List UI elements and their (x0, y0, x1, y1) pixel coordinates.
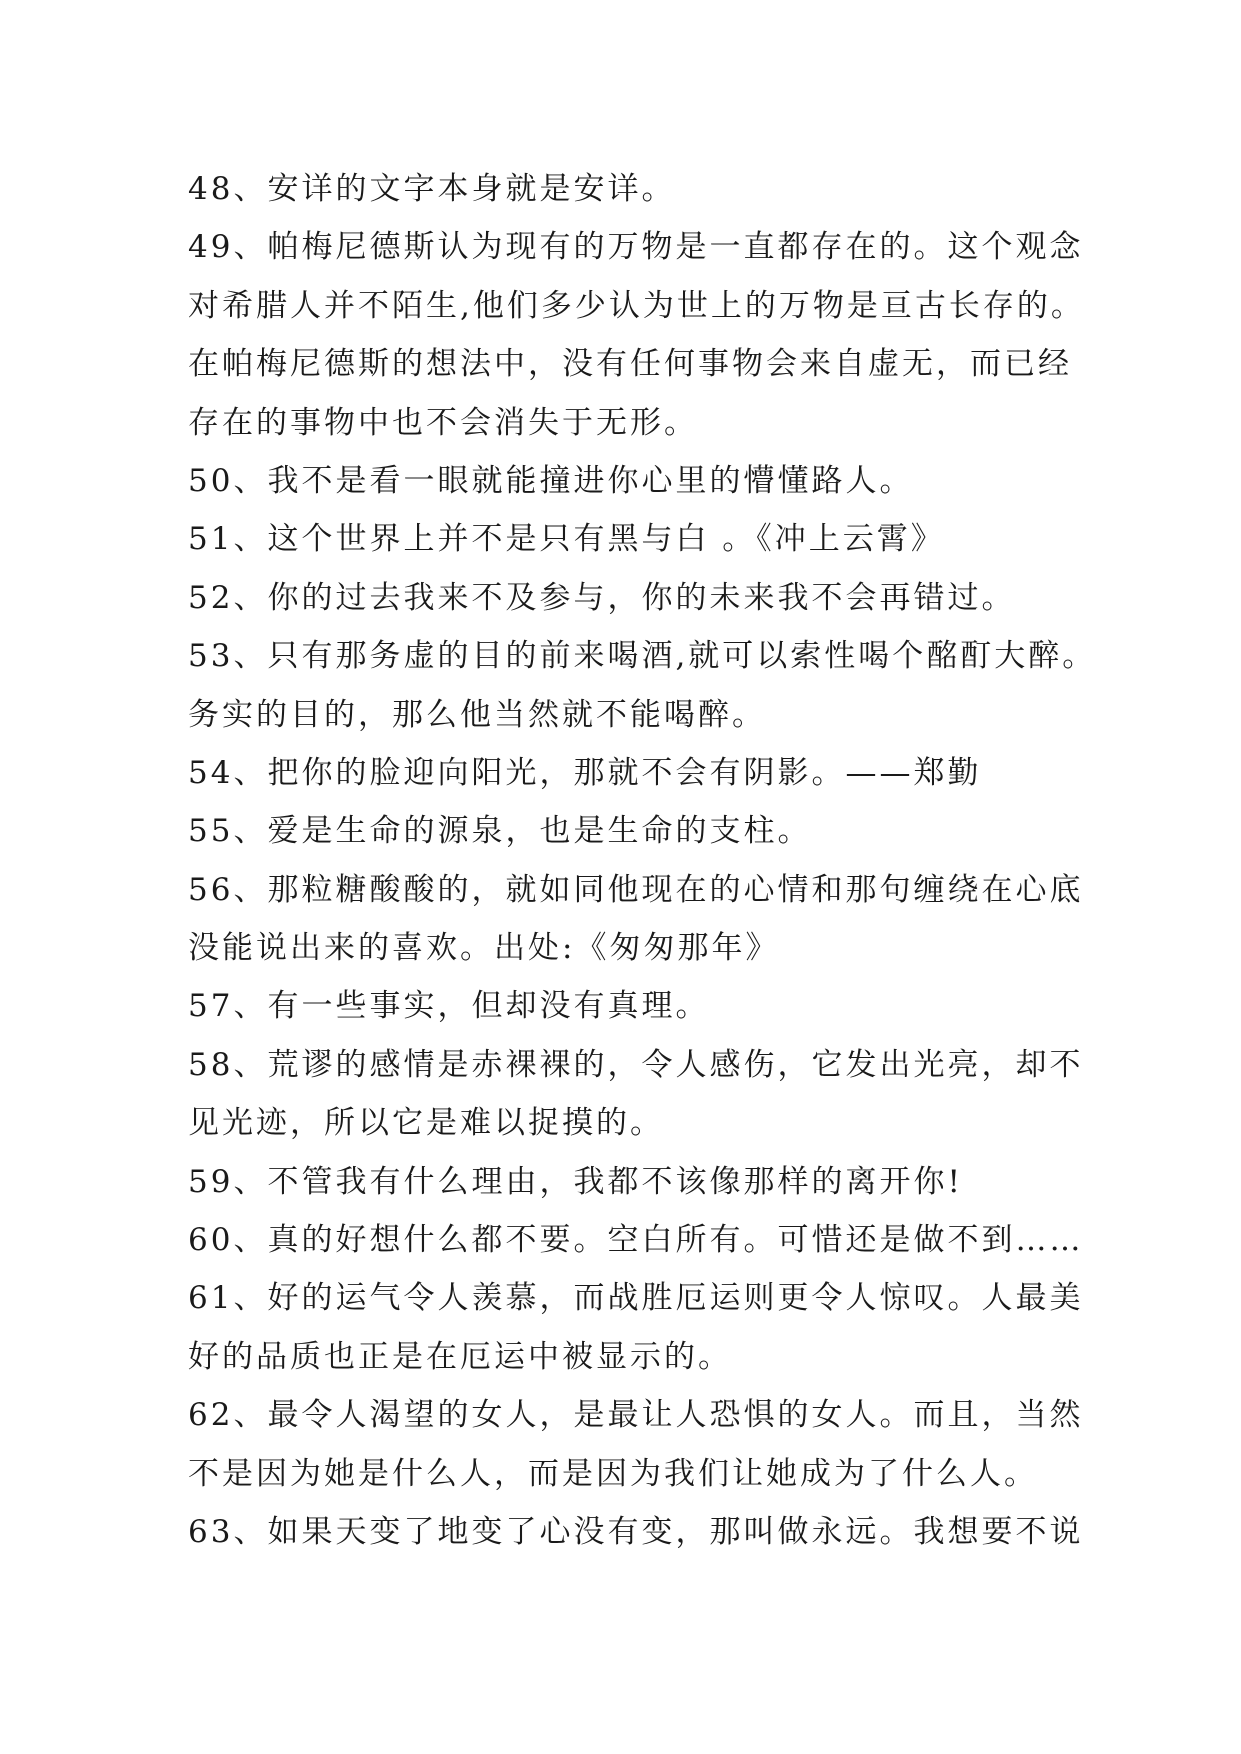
text-line: 56、那粒糖酸酸的，就如同他现在的心情和那句缠绕在心底 (188, 871, 1084, 908)
text-line: 不是因为她是什么人，而是因为我们让她成为了什么人。 (188, 1455, 1038, 1492)
text-line: 49、帕梅尼德斯认为现有的万物是一直都存在的。这个观念 (188, 229, 1084, 266)
text-line: 存在的事物中也不会消失于无形。 (188, 404, 698, 441)
text-line: 见光迹，所以它是难以捉摸的。 (188, 1105, 664, 1142)
text-line: 没能说出来的喜欢。出处:《匆匆那年》 (188, 930, 780, 967)
text-line: 62、最令人渴望的女人，是最让人恐惧的女人。而且，当然 (188, 1397, 1084, 1434)
text-line: 53、只有那务虚的目的前来喝酒,就可以索性喝个酩酊大醉。 (188, 638, 1097, 675)
text-line: 60、真的好想什么都不要。空白所有。可惜还是做不到…… (188, 1222, 1084, 1259)
text-line: 务实的目的，那么他当然就不能喝醉。 (188, 696, 766, 733)
text-line: 59、不管我有什么理由，我都不该像那样的离开你! (188, 1163, 963, 1200)
text-line: 63、如果天变了地变了心没有变，那叫做永远。我想要不说 (188, 1513, 1084, 1550)
text-line: 54、把你的脸迎向阳光，那就不会有阴影。——郑勤 (188, 754, 982, 791)
text-line: 对希腊人并不陌生,他们多少认为世上的万物是亘古长存的。 (188, 287, 1085, 324)
document-body (188, 160, 1097, 1561)
text-line: 61、好的运气令人羡慕，而战胜厄运则更令人惊叹。人最美 (188, 1280, 1084, 1317)
text-line: 55、爱是生命的源泉，也是生命的支柱。 (188, 813, 812, 850)
text-line: 57、有一些事实，但却没有真理。 (188, 988, 710, 1025)
text-line: 好的品质也正是在厄运中被显示的。 (188, 1338, 732, 1375)
text-line: 52、你的过去我来不及参与，你的未来我不会再错过。 (188, 579, 1016, 616)
text-line: 48、安详的文字本身就是安详。 (188, 171, 676, 207)
text-line: 51、这个世界上并不是只有黑与白 。《冲上云霄》 (188, 521, 945, 558)
text-line: 在帕梅尼德斯的想法中，没有任何事物会来自虚无，而已经 (188, 346, 1072, 383)
text-line: 58、荒谬的感情是赤裸裸的，令人感伤，它发出光亮，却不 (188, 1046, 1084, 1083)
text-line: 50、我不是看一眼就能撞进你心里的懵懂路人。 (188, 462, 914, 499)
